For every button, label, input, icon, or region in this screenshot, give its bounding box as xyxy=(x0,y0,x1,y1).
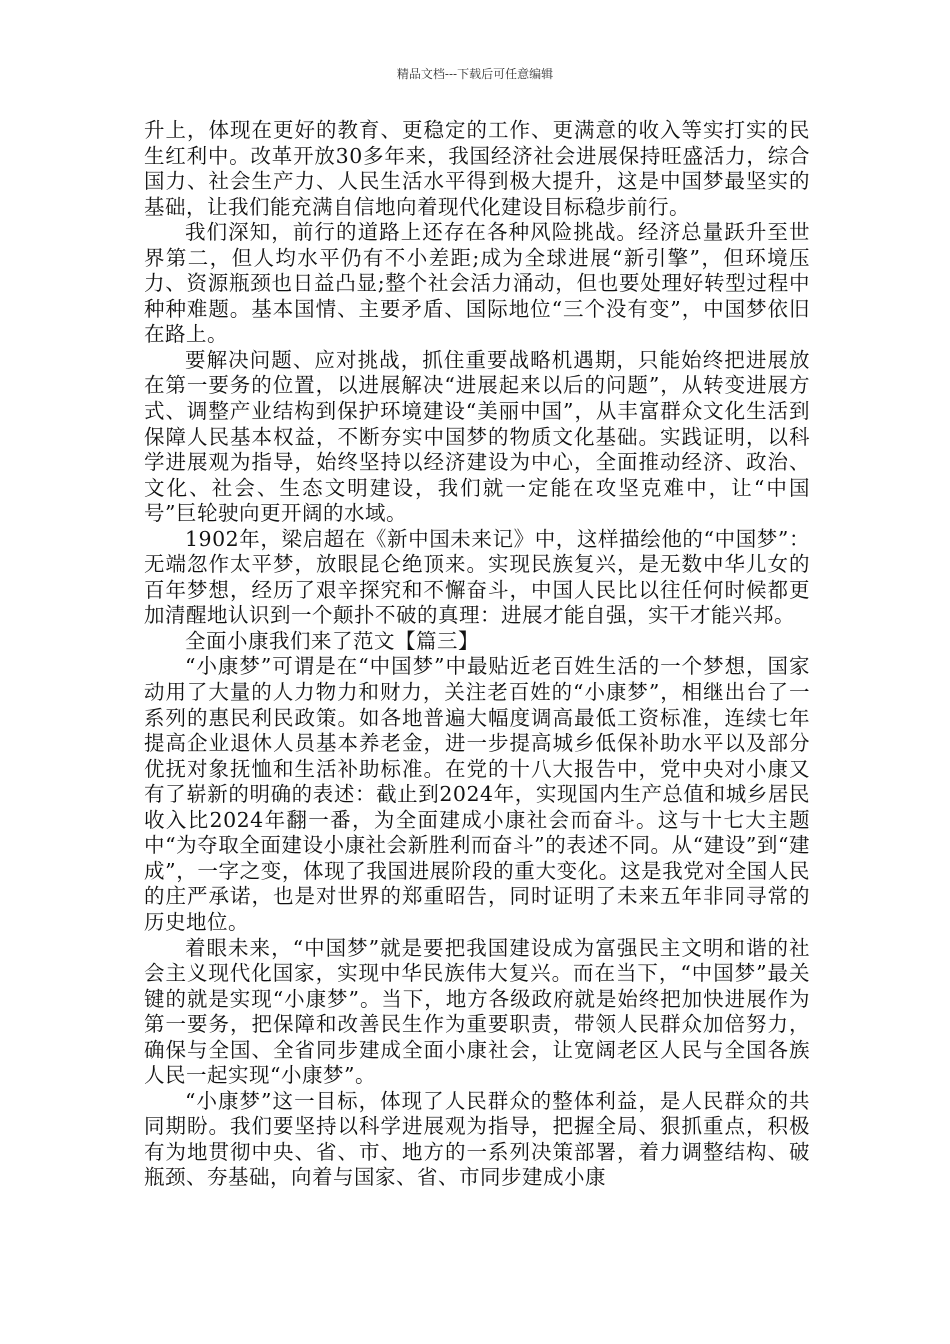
paragraph: 我们深知，前行的道路上还存在各种风险挑战。经济总量跃升至世界第二，但人均水平仍有不小差距;成为全球进展“新引擎”，但环境压力、资源瓶颈也日益凸显;整个社会活力涌动，但也要处理好转型过程中种种难题。基本国情、主要矛盾、国际地位“三个没有变”，中国梦依旧在路上。 xyxy=(144,220,810,347)
paragraph: “小康梦”这一目标，体现了人民群众的整体利益，是人民群众的共同期盼。我们要坚持以科学进展观为指导，把握全局、狠抓重点，积极有为地贯彻中央、省、市、地方的一系列决策部署，着力调整结构、破瓶颈、夯基础，向着与国家、省、市同步建成小康 xyxy=(144,1088,810,1190)
page-header: 精品文档---下载后可任意编辑 xyxy=(396,67,554,81)
document-body xyxy=(144,118,810,1191)
paragraph: 1902年，梁启超在《新中国未来记》中，这样描绘他的“中国梦”：无端忽作太平梦，放眼昆仑绝顶来。实现民族复兴，是无数中华儿女的百年梦想，经历了艰辛探究和不懈奋斗，中国人民比以往任何时候都更加清醒地认识到一个颠扑不破的真理：进展才能自强，实干才能兴邦。 xyxy=(144,526,810,628)
paragraph: 着眼未来，“中国梦”就是要把我国建设成为富强民主文明和谐的社会主义现代化国家，实现中华民族伟大复兴。而在当下，“中国梦”最关键的就是实现“小康梦”。当下，地方各级政府就是始终把加快进展作为第一要务，把保障和改善民生作为重要职责，带领人民群众加倍努力，确保与全国、全省同步建成全面小康社会，让宽阔老区人民与全国各族人民一起实现“小康梦”。 xyxy=(144,935,810,1088)
paragraph: 要解决问题、应对挑战，抓住重要战略机遇期，只能始终把进展放在第一要务的位置，以进展解决“进展起来以后的问题”，从转变进展方式、调整产业结构到保护环境建设“美丽中国”，从丰富群众文化生活到保障人民基本权益，不断夯实中国梦的物质文化基础。实践证明，以科学进展观为指导，始终坚持以经济建设为中心，全面推动经济、政治、文化、社会、生态文明建设，我们就一定能在攻坚克难中，让“中国号”巨轮驶向更开阔的水域。 xyxy=(144,347,810,526)
paragraph-continued: 升上，体现在更好的教育、更稳定的工作、更满意的收入等实打实的民生红利中。改革开放30多年来，我国经济社会进展保持旺盛活力，综合国力、社会生产力、人民生活水平得到极大提升，这是中国梦最坚实的基础，让我们能充满自信地向着现代化建设目标稳步前行。 xyxy=(144,118,810,219)
section-heading: 全面小康我们来了范文【篇三】 xyxy=(185,628,479,653)
paragraph: “小康梦”可谓是在“中国梦”中最贴近老百姓生活的一个梦想，国家动用了大量的人力物力和财力，关注老百姓的“小康梦”，相继出台了一系列的惠民利民政策。如各地普遍大幅度调高最低工资标准，连续七年提高企业退休人员基本养老金，进一步提高城乡低保补助水平以及部分优抚对象抚恤和生活补助标准。在党的十八大报告中，党中央对小康又有了崭新的明确的表述：截止到2024年，实现国内生产总值和城乡居民收入比2024年翻一番，为全面建成小康社会而奋斗。这与十七大主题中“为夺取全面建设小康社会新胜利而奋斗”的表述不同。从“建设”到“建成”，一字之变，体现了我国进展阶段的重大变化。这是我党对全国人民的庄严承诺，也是对世界的郑重昭告，同时证明了未来五年非同寻常的历史地位。 xyxy=(144,654,810,934)
